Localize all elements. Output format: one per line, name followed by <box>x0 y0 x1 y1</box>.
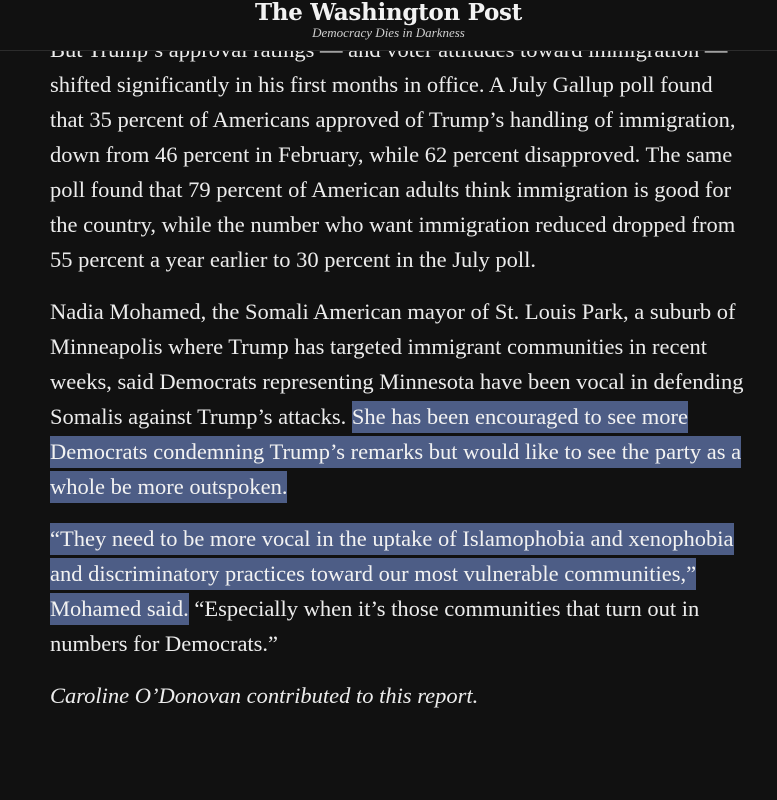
paragraph-nadia-mohamed <box>50 294 750 504</box>
masthead <box>0 0 777 51</box>
tagline: Democracy Dies in Darkness <box>312 25 465 40</box>
selected-text[interactable]: “They need to be more vocal in the uptake of Islamophobia and xenophobia and discriminatory practices toward our most vulnerable communities,” Mohamed said. <box>50 523 734 625</box>
selected-text[interactable]: She has been encouraged to see more Democrats condemning Trump’s remarks but would like to see the party as a whole be more outspoken. <box>50 401 741 503</box>
contributor-credit: Caroline O’Donovan contributed to this report. <box>50 683 479 708</box>
paragraph-quote <box>50 521 750 661</box>
paragraph-text: “Especially when it’s those communities that turn out in numbers for Democrats.” <box>50 596 700 656</box>
article-body <box>50 32 750 730</box>
washington-post-logo[interactable]: The Washington Post <box>254 0 522 26</box>
paragraph-text: Nadia Mohamed, the Somali American mayor of St. Louis Park, a suburb of Minneapolis where Trump has targeted immigrant communities in recent weeks, said Democrats representing Minnesota have been vocal in defending Somalis against Trump’s attacks. <box>50 299 744 429</box>
paragraph-approval-ratings: shifted significantly in his first months in office. A July Gallup poll found that 35 percent of Americans approved of Trump’s handling of immigration, down from 46 percent in February, while 62 percent disapproved. The same poll found that 79 percent of American adults think immigration is good for the country, while the number who want immigration reduced dropped from 55 percent a year earlier to 30 percent in the July poll. <box>50 72 736 272</box>
